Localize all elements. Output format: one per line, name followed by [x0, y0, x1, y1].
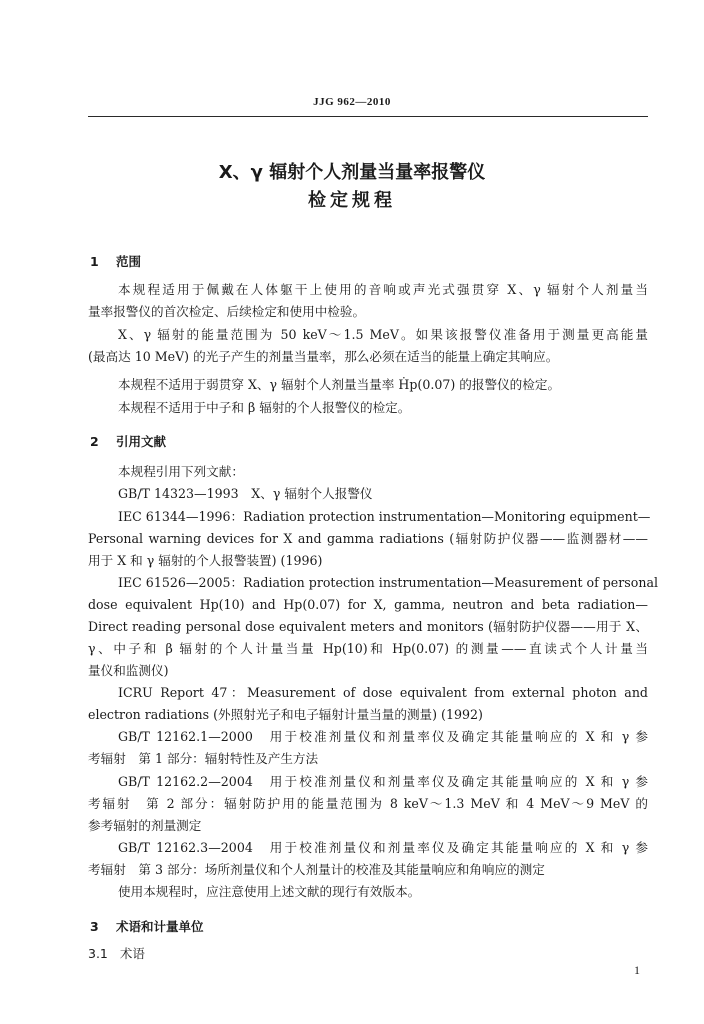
reference-entry: Personal warning devices for X and gamma radiations (辐射防护仪器——监测器材—— [88, 531, 648, 546]
section-heading-3 [90, 917, 204, 935]
section-number: 1 [90, 254, 99, 269]
reference-entry: 考辐射 第 3 部分：场所剂量仪和个人剂量计的校准及其能量响应和角响应的测定 [88, 862, 545, 877]
reference-entry: IEC 61526—2005：Radiation protection instrumentation—Measurement of personal [118, 575, 658, 590]
reference-entry: GB/T 12162.2—2004 用于校准剂量仪和剂量率仪及确定其能量响应的 X 和 γ 参 [118, 774, 648, 789]
reference-entry: Direct reading personal dose equivalent meters and monitors (辐射防护仪器——用于 X、 [88, 619, 648, 634]
reference-entry: dose equivalent Hp(10) and Hp(0.07) for X, gamma, neutron and beta radiation— [88, 597, 648, 612]
paragraph-line: 本规程不适用于弱贯穿 X、γ 辐射个人剂量当量率 Ḣp(0.07) 的报警仪的检定。 [118, 377, 561, 392]
reference-entry: 用于 X 和 γ 辐射的个人报警装置) (1996) [88, 553, 323, 568]
section-title: 范围 [116, 254, 142, 269]
paragraph-line: 本规程不适用于中子和 β 辐射的个人报警仪的检定。 [118, 400, 411, 415]
header-rule [88, 116, 648, 117]
section-title: 术语和计量单位 [116, 919, 204, 934]
section-heading-1 [90, 252, 141, 270]
paragraph-line: X、γ 辐射的能量范围为 50 keV～1.5 MeV。如果该报警仪准备用于测量更高能量 [118, 327, 648, 342]
subsection-heading-3-1 [88, 946, 145, 962]
reference-entry: 考辐射 第 2 部分：辐射防护用的能量范围为 8 keV～1.3 MeV 和 4 MeV～9 MeV 的 [88, 796, 648, 811]
section-title: 引用文献 [116, 434, 167, 449]
section-heading-2 [90, 432, 166, 450]
reference-entry: γ、中子和 β 辐射的个人计量当量 Hp(10)和 Hp(0.07) 的测量——直读式个人计量当 [88, 641, 648, 656]
reference-entry: GB/T 12162.3—2004 用于校准剂量仪和剂量率仪及确定其能量响应的 X 和 γ 参 [118, 840, 648, 855]
reference-entry: electron radiations (外照射光子和电子辐射计量当量的测量) (1992) [88, 707, 483, 722]
reference-entry: 量仪和监测仪) [88, 663, 169, 678]
paragraph-line: 本规程适用于佩戴在人体躯干上使用的音响或声光式强贯穿 X、γ 辐射个人剂量当 [118, 282, 648, 297]
reference-entry: 考辐射 第 1 部分：辐射特性及产生方法 [88, 751, 319, 766]
subsection-number: 3.1 [88, 946, 108, 961]
document-subtitle: 检定规程 [308, 190, 396, 211]
subsection-title: 术语 [119, 946, 145, 961]
paragraph-line: 使用本规程时，应注意使用上述文献的现行有效版本。 [118, 884, 421, 899]
section-number: 2 [90, 434, 99, 449]
paragraph-line: (最高达 10 MeV) 的光子产生的剂量当量率，那么必须在适当的能量上确定其响应。 [88, 349, 559, 364]
paragraph-line: 本规程引用下列文献： [118, 464, 244, 479]
page-number: 1 [634, 963, 640, 977]
reference-entry: ICRU Report 47：Measurement of dose equivalent from external photon and [118, 685, 648, 700]
reference-entry: GB/T 12162.1—2000 用于校准剂量仪和剂量率仪及确定其能量响应的 X 和 γ 参 [118, 729, 648, 744]
standard-number: JJG 962—2010 [313, 96, 391, 108]
document-title: X、γ 辐射个人剂量当量率报警仪 [218, 162, 486, 183]
reference-entry: GB/T 14323—1993 X、γ 辐射个人报警仪 [118, 486, 373, 501]
reference-entry: IEC 61344—1996：Radiation protection instrumentation—Monitoring equipment— [118, 509, 651, 524]
section-number: 3 [90, 919, 99, 934]
reference-entry: 参考辐射的剂量测定 [88, 818, 202, 833]
paragraph-line: 量率报警仪的首次检定、后续检定和使用中检验。 [88, 304, 366, 319]
